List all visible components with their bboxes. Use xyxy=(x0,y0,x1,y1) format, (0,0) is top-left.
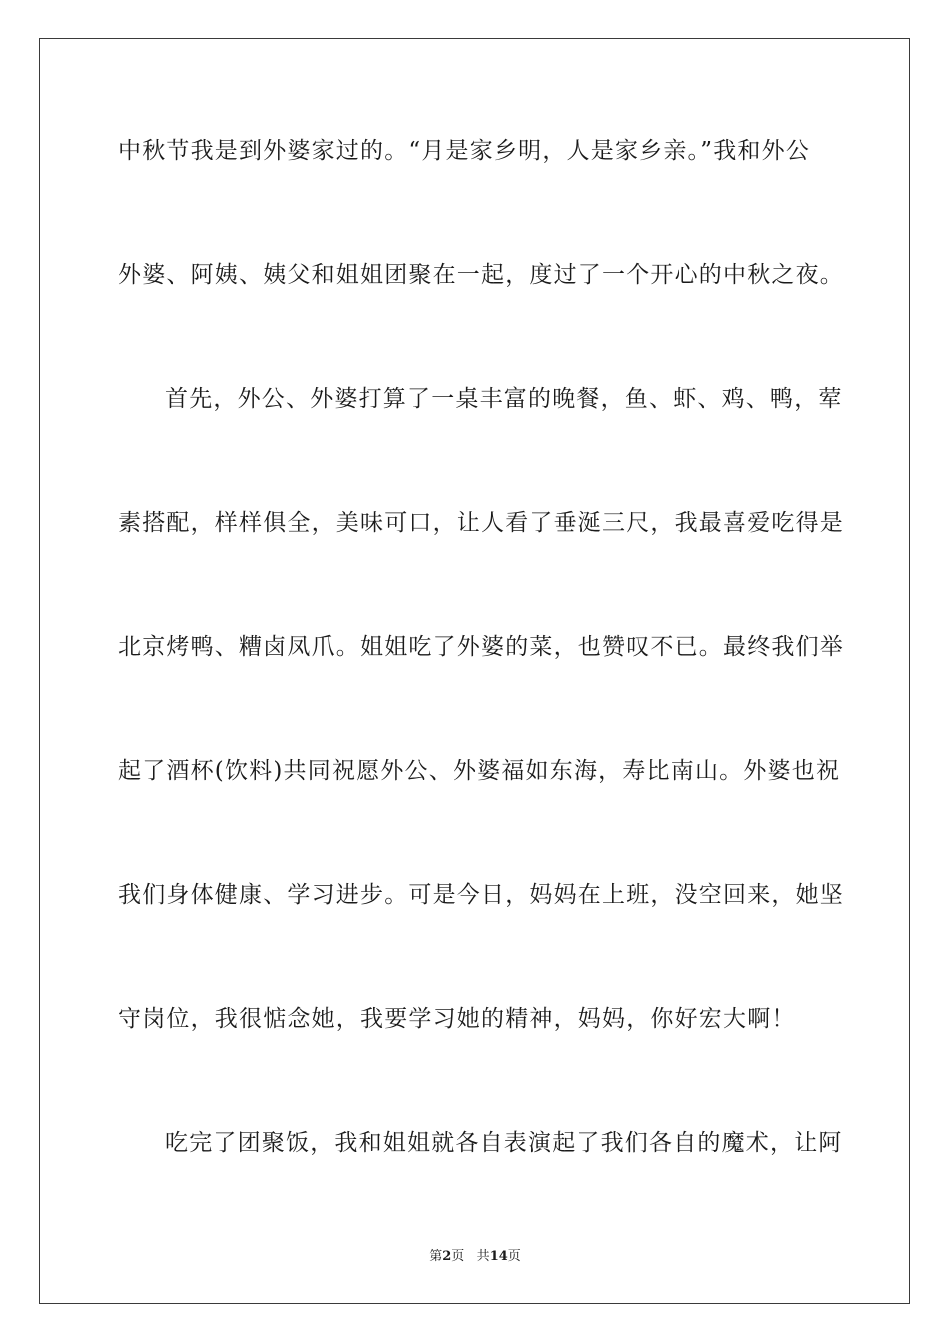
paragraph-line-1: 中秋节我是到外婆家过的。“月是家乡明，人是家乡亲。”我和外公 xyxy=(118,138,811,164)
paragraph-line-7: 我们身体健康、学习进步。可是今日，妈妈在上班，没空回来，她坚 xyxy=(118,882,844,908)
total-prefix: 共 xyxy=(476,1249,490,1264)
paragraph-line-3: 首先，外公、外婆打算了一桌丰富的晚餐，鱼、虾、鸡、鸭，荤 xyxy=(165,386,843,412)
paragraph-line-6: 起了酒杯(饮料)共同祝愿外公、外婆福如东海，寿比南山。外婆也祝 xyxy=(118,758,841,784)
page-prefix: 第 xyxy=(429,1249,443,1264)
paragraph-line-9: 吃完了团聚饭，我和姐姐就各自表演起了我们各自的魔术，让阿 xyxy=(165,1130,843,1156)
page-number: 2 xyxy=(442,1249,452,1264)
paragraph-line-5: 北京烤鸭、糟卤凤爪。姐姐吃了外婆的菜，也赞叹不已。最终我们举 xyxy=(118,634,844,660)
page-frame xyxy=(39,38,910,1304)
page-suffix: 页 xyxy=(451,1249,465,1264)
total-pages: 14 xyxy=(489,1249,508,1264)
paragraph-line-2: 外婆、阿姨、姨父和姐姐团聚在一起，度过了一个开心的中秋之夜。 xyxy=(118,262,844,288)
total-suffix: 页 xyxy=(507,1249,521,1264)
paragraph-line-4: 素搭配，样样俱全，美味可口，让人看了垂涎三尺，我最喜爱吃得是 xyxy=(118,510,844,536)
page-footer xyxy=(0,1248,950,1266)
paragraph-line-8: 守岗位，我很惦念她，我要学习她的精神，妈妈，你好宏大啊！ xyxy=(118,1006,796,1032)
